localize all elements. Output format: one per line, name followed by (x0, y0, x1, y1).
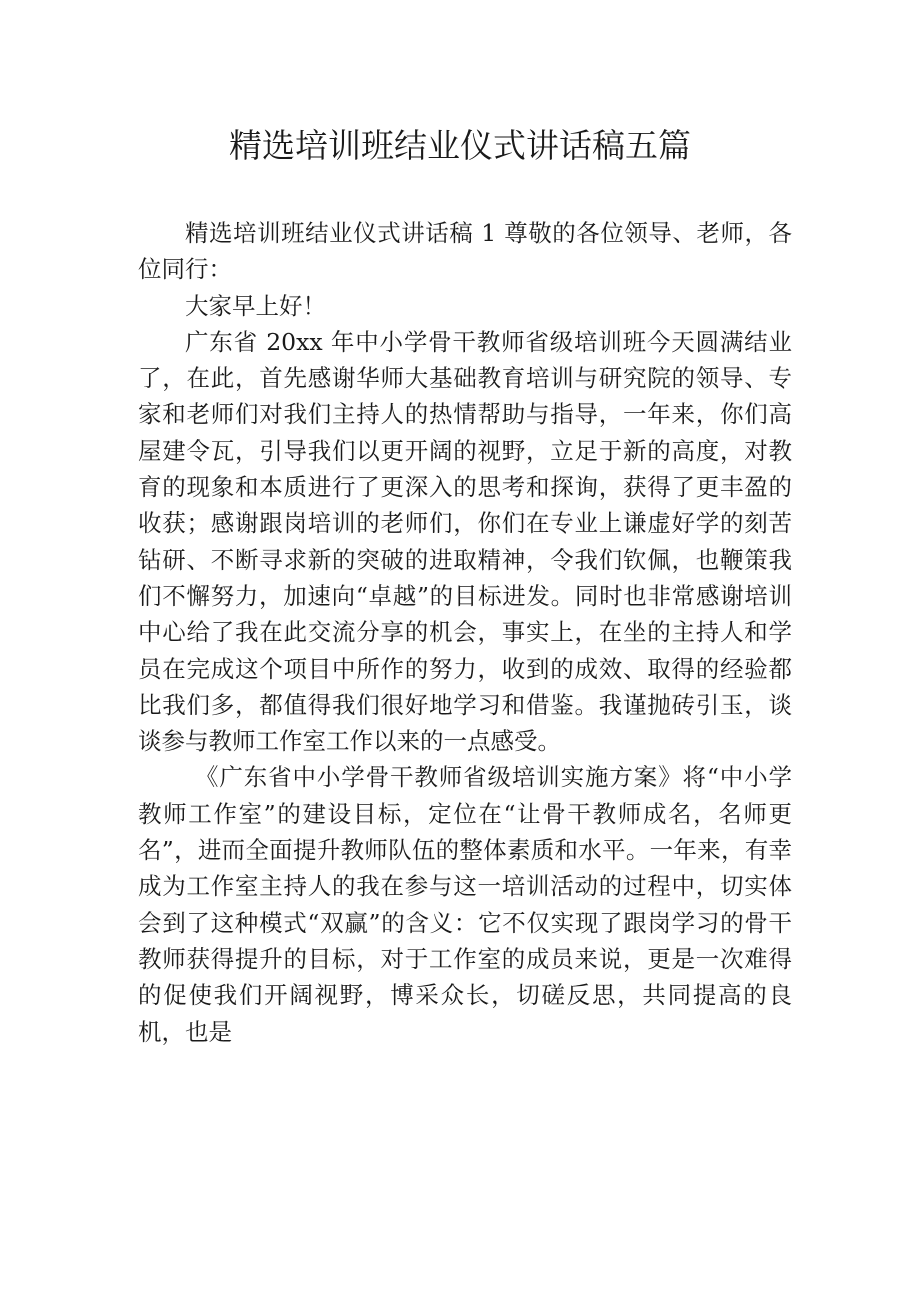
paragraph-thanks: 广东省 20xx 年中小学骨干教师省级培训班今天圆满结业了，在此，首先感谢华师大基础教育培训与研究院的领导、专家和老师们对我们主持人的热情帮助与指导，一年来，你们高屋建令瓦，引导我们以更开阔的视野，立足于新的高度，对教育的现象和本质进行了更深入的思考和探询，获得了更丰盈的收获；感谢跟岗培训的老师们，你们在专业上谦虚好学的刻苦钻研、不断寻求新的突破的进取精神，令我们钦佩，也鞭策我们不懈努力，加速向“卓越”的目标进发。同时也非常感谢培训中心给了我在此交流分享的机会，事实上，在坐的主持人和学员在完成这个项目中所作的努力，收到的成效、取得的经验都比我们多，都值得我们很好地学习和借鉴。我谨抛砖引玉，谈谈参与教师工作室工作以来的一点感受。 (138, 327, 792, 756)
paragraph-program-goal: 《广东省中小学骨干教师省级培训实施方案》将“中小学教师工作室”的建设目标，定位在“让骨干教师成名，名师更名”，进而全面提升教师队伍的整体素质和水平。一年来，有幸成为工作室主持人的我在参与这一培训活动的过程中，切实体会到了这种模式“双赢”的含义：它不仅实现了跟岗学习的骨干教师获得提升的目标，对于工作室的成员来说，更是一次难得的促使我们开阔视野，博采众长，切磋反思，共同提高的良机，也是 (138, 763, 792, 1046)
paragraph-greeting: 精选培训班结业仪式讲话稿 1 尊敬的各位领导、老师，各位同行： (138, 219, 792, 284)
document-body (138, 215, 792, 1050)
paragraph-good-morning: 大家早上好！ (185, 291, 326, 320)
document-title: 精选培训班结业仪式讲话稿五篇 (229, 126, 691, 165)
